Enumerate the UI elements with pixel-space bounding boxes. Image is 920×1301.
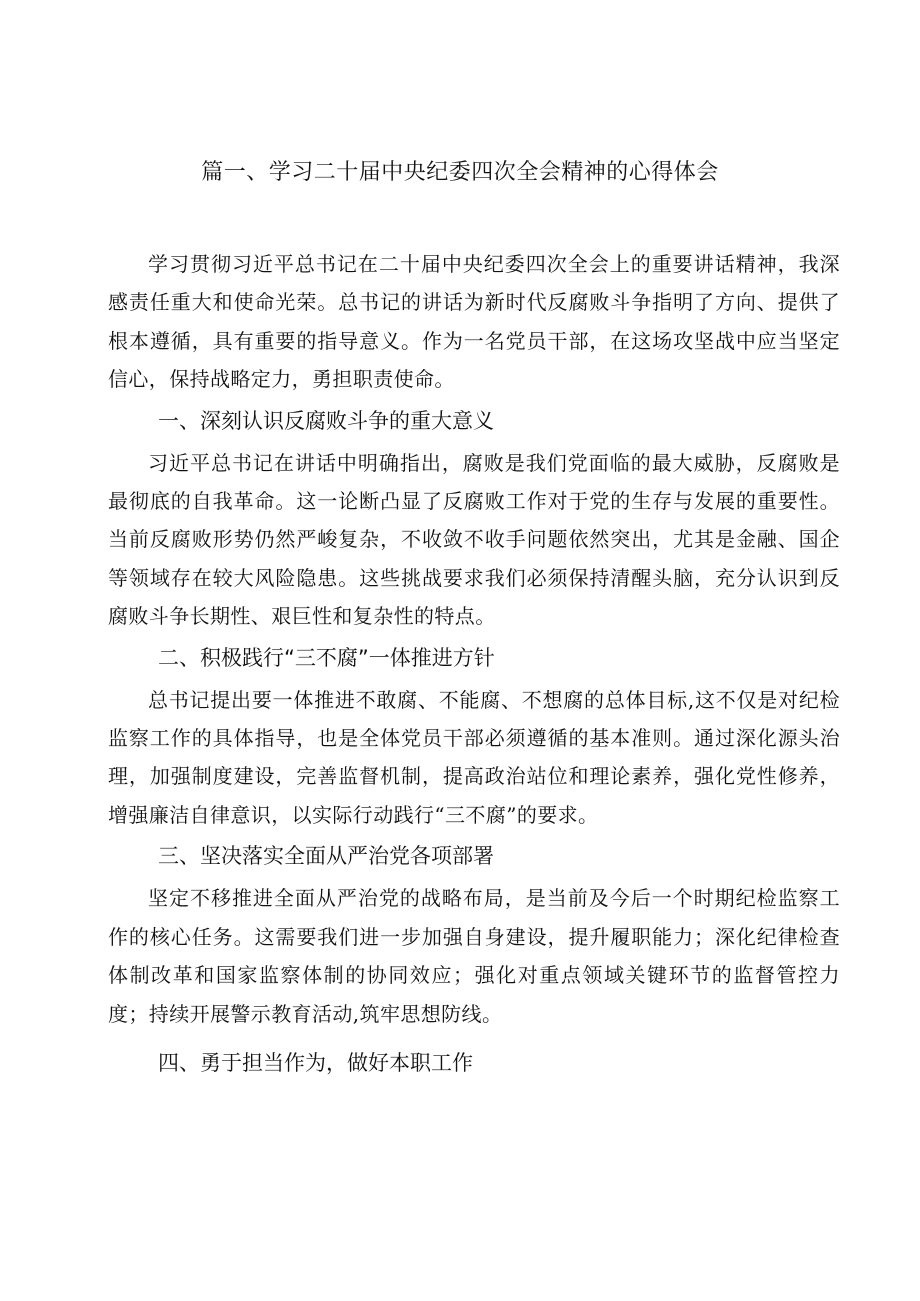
section-body-2: 总书记提出要一体推进不敢腐、不能腐、不想腐的总体目标,这不仅是对纪检监察工作的具体指导，也是全体党员干部必须遵循的基本准则。通过深化源头治理，加强制度建设，完善监督机制，提高政治站位和理论素养，强化党性修养，增强廉洁自律意识，以实际行动践行“三不腐”的要求。 bbox=[108, 687, 840, 827]
section-heading-4: 四、勇于担当作为，做好本职工作 bbox=[158, 1050, 473, 1075]
document-title: 篇一、学习二十届中央纪委四次全会精神的心得体会 bbox=[201, 160, 719, 185]
document-body bbox=[108, 245, 840, 1086]
section-body-3: 坚定不移推进全面从严治党的战略布局，是当前及今后一个时期纪检监察工作的核心任务。这需要我们进一步加强自身建设，提升履职能力；深化纪律检查体制改革和国家监察体制的协同效应；强化对重点领域关键环节的监督管控力度；持续开展警示教育活动,筑牢思想防线。 bbox=[108, 886, 840, 1026]
section-body-1: 习近平总书记在讲话中明确指出，腐败是我们党面临的最大威胁，反腐败是最彻底的自我革命。这一论断凸显了反腐败工作对于党的生存与发展的重要性。当前反腐败形势仍然严峻复杂，不收敛不收手问题依然突出，尤其是金融、国企等领域存在较大风险隐患。这些挑战要求我们必须保持清醒头脑，充分认识到反腐败斗争长期性、艰巨性和复杂性的特点。 bbox=[108, 450, 840, 629]
section-heading-1: 一、深刻认识反腐败斗争的重大意义 bbox=[158, 408, 494, 433]
section-heading-3: 三、坚决落实全面从严治党各项部署 bbox=[158, 844, 494, 869]
section-heading-2: 二、积极践行“三不腐”一体推进方针 bbox=[158, 645, 495, 670]
intro-paragraph: 学习贯彻习近平总书记在二十届中央纪委四次全会上的重要讲话精神，我深感责任重大和使命光荣。总书记的讲话为新时代反腐败斗争指明了方向、提供了根本遵循，具有重要的指导意义。作为一名党员干部，在这场攻坚战中应当坚定信心，保持战略定力，勇担职责使命。 bbox=[108, 252, 840, 392]
